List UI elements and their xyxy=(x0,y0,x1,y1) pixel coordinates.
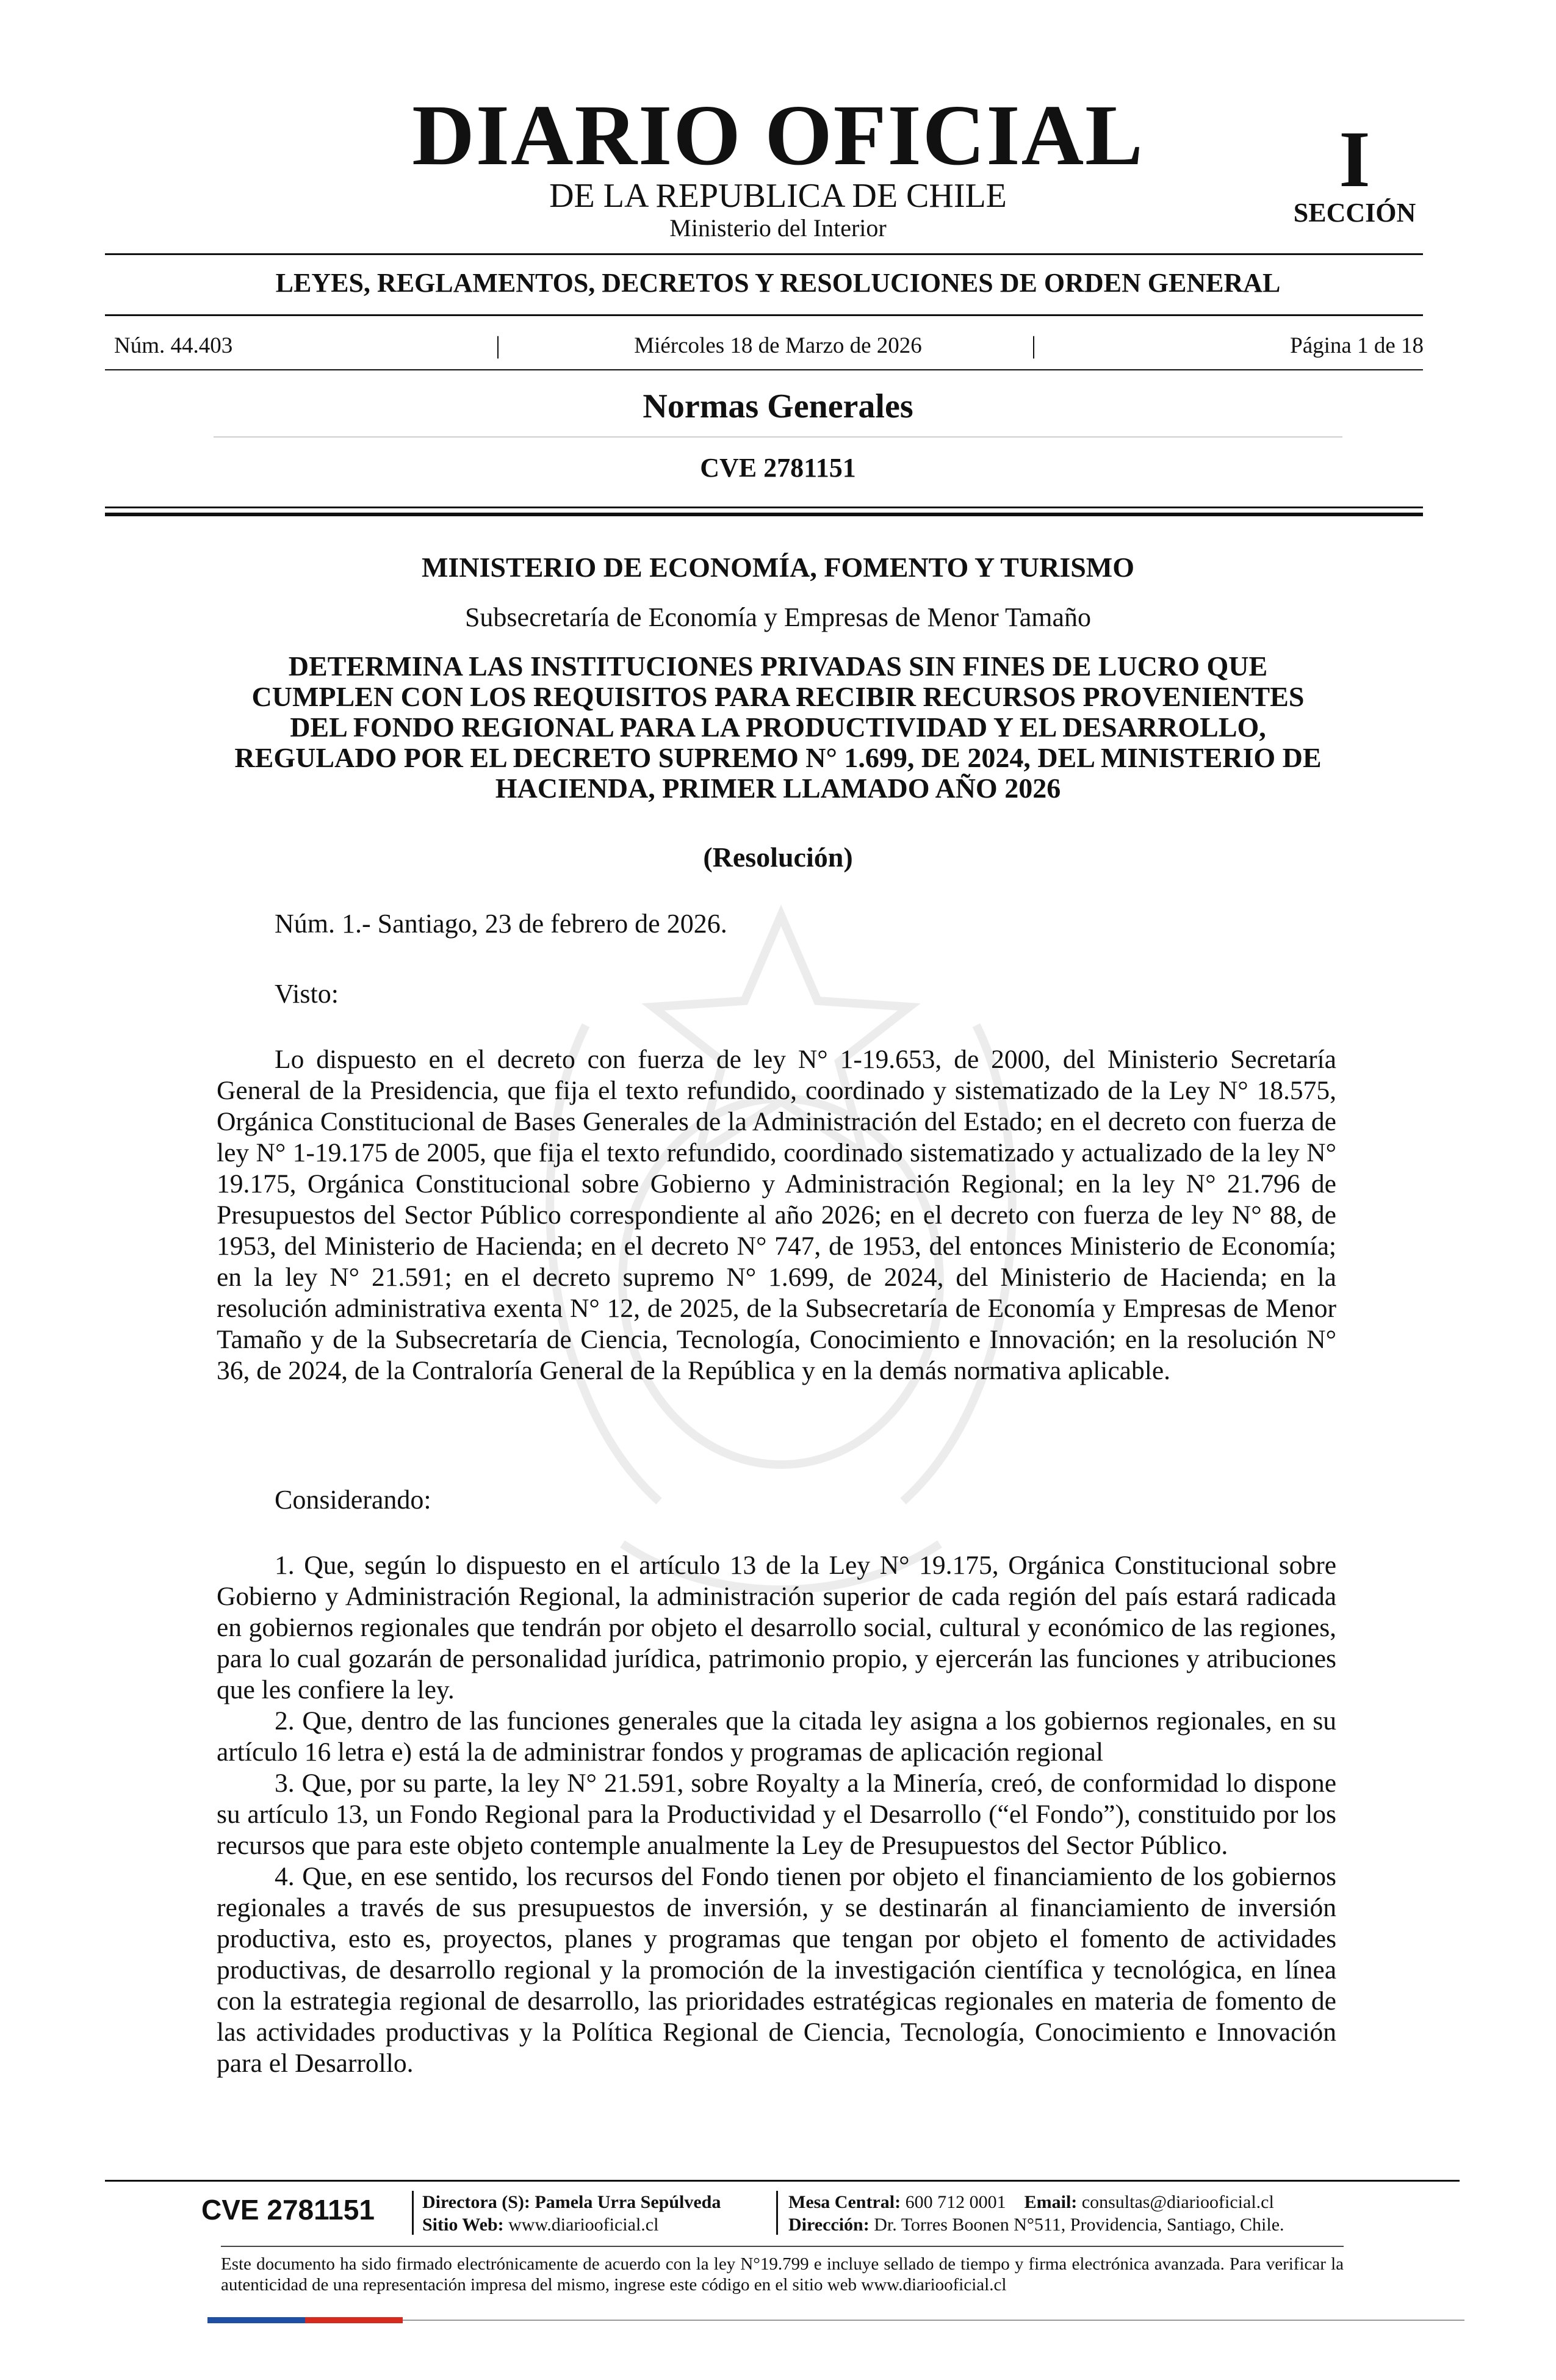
considerando-item: 4. Que, en ese sentido, los recursos del Fondo tienen por objeto el financiamiento de los gobiernos regionales a través de sus presupuestos de inversión, y se destinarán al financiamiento de inversión productiva, esto es, proyectos, planes y programas que tengan por objeto el fomento de actividades productivas, de desarrollo regional y la promoción de la investigación científica y tecnológica, en línea con la estrategia regional de desarrollo, las prioridades estratégicas regionales en materia de fomento de las actividades productivas y la Política Regional de Ciencia, Tecnología, Conocimiento e Innovación para el Desarrollo. xyxy=(217,1862,1336,2078)
page-indicator: Página 1 de 18 xyxy=(1290,333,1424,358)
info-rule xyxy=(105,369,1423,370)
newspaper-ministry: Ministerio del Interior xyxy=(669,214,887,242)
cve-code: CVE 2781151 xyxy=(700,453,856,483)
issue-separator: | xyxy=(495,331,501,359)
issue-date: Miércoles 18 de Marzo de 2026 xyxy=(634,333,922,358)
title-line: HACIENDA, PRIMER LLAMADO AÑO 2026 xyxy=(495,773,1061,804)
category-heading: LEYES, REGLAMENTOS, DECRETOS Y RESOLUCIONES DE ORDEN GENERAL xyxy=(275,268,1281,298)
issue-separator: | xyxy=(1031,331,1037,359)
section-underline xyxy=(214,436,1342,438)
email-label: Email: xyxy=(1024,2192,1078,2212)
considerandos-list xyxy=(217,1550,1336,2079)
title-line: DEL FONDO REGIONAL PARA LA PRODUCTIVIDAD Y EL DESARROLLO, xyxy=(290,712,1266,743)
footer-contact-block xyxy=(788,2191,1405,2236)
email-link[interactable]: consultas@diariooficial.cl xyxy=(1081,2192,1274,2212)
masthead-rule xyxy=(105,253,1423,255)
flag-bar-blue xyxy=(207,2317,305,2323)
section-label: SECCIÓN xyxy=(1293,198,1416,228)
director-name: Pamela Urra Sepúlveda xyxy=(535,2192,721,2212)
considerando-item: 3. Que, por su parte, la ley N° 21.591, sobre Royalty a la Minería, creó, de conformidad lo dispone su artículo 13, un Fondo Regional para la Productividad y el Desarrollo (“el Fondo”), constituido por los recursos que para este objeto contemple anualmente la Ley de Presupuestos del Sector Público. xyxy=(217,1769,1336,1860)
section-number: I xyxy=(1339,114,1371,204)
flag-bar-red xyxy=(305,2317,403,2323)
document-type: (Resolución) xyxy=(703,842,853,873)
considerando-item: 2. Que, dentro de las funciones generales que la citada ley asigna a los gobiernos regionales, en su artículo 16 letra e) está la de administrar fondos y programas de aplicación regional xyxy=(217,1706,1336,1767)
footer-cve-code: CVE 2781151 xyxy=(201,2194,375,2226)
document-title xyxy=(207,651,1349,804)
footer-rule xyxy=(105,2180,1460,2182)
title-line: CUMPLEN CON LOS REQUISITOS PARA RECIBIR RECURSOS PROVENIENTES xyxy=(251,681,1305,712)
header-double-rule-thick xyxy=(105,513,1423,516)
considerando-label: Considerando: xyxy=(275,1485,431,1515)
visto-text: Lo dispuesto en el decreto con fuerza de ley N° 1-19.653, de 2000, del Ministerio Secretaría General de la Presidencia, que fija el texto refundido, coordinado y sistematizado de la Ley N° 18.575, Orgánica Constitucional de Bases Generales de la Administración del Estado; en el decreto con fuerza de ley N° 1-19.175 de 2005, que fija el texto refundido, coordinado sistematizado y actualizado de la ley N° 19.175, Orgánica Constitucional sobre Gobierno y Administración Regional; en la ley N° 21.796 de Presupuestos del Sector Público correspondiente al año 2026; en el decreto con fuerza de ley N° 88, de 1953, del Ministerio de Hacienda; en el decreto N° 747, de 1953, del entonces Ministerio de Economía; en la ley N° 21.591; en el decreto supremo N° 1.699, de 2024, del Ministerio de Hacienda; en la resolución administrativa exenta N° 12, de 2025, de la Subsecretaría de Economía y Empresas de Menor Tamaño y de la Subsecretaría de Ciencia, Tecnología, Conocimiento e Innovación; en la resolución N° 36, de 2024, de la Contraloría General de la República y en la demás normativa aplicable. xyxy=(217,1045,1336,1385)
phone-label: Mesa Central: xyxy=(788,2192,901,2212)
phone-number: 600 712 0001 xyxy=(905,2192,1006,2212)
section-heading: Normas Generales xyxy=(643,388,913,425)
footer-thin-rule xyxy=(221,2246,1344,2247)
footer-divider xyxy=(776,2191,778,2235)
document-ministry: MINISTERIO DE ECONOMÍA, FOMENTO Y TURISMO xyxy=(421,552,1134,583)
address-label: Dirección: xyxy=(788,2215,870,2235)
visto-paragraph xyxy=(217,1044,1336,1387)
considerando-item: 1. Que, según lo dispuesto en el artículo 13 de la Ley N° 19.175, Orgánica Constitucional sobre Gobierno y Administración Regional, la administración superior de cada región del país estará radicada en gobiernos regionales que tendrán por objeto el desarrollo social, cultural y económico de las regiones, para lo cual gozarán de personalidad jurídica, patrimonio propio, y ejercerán las funciones y atribuciones que les confiere la ley. xyxy=(217,1551,1336,1704)
website-label: Sitio Web: xyxy=(422,2215,504,2235)
header-double-rule xyxy=(105,507,1423,508)
footer-director-block xyxy=(422,2191,764,2236)
issue-number: Núm. 44.403 xyxy=(114,333,233,358)
footer-divider xyxy=(412,2191,414,2235)
visto-label: Visto: xyxy=(275,979,339,1009)
newspaper-title: DIARIO OFICIAL xyxy=(412,87,1144,183)
website-link[interactable]: www.diariooficial.cl xyxy=(508,2215,659,2235)
title-line: REGULADO POR EL DECRETO SUPREMO N° 1.699, DE 2024, DEL MINISTERIO DE xyxy=(234,742,1322,773)
newspaper-subtitle: DE LA REPUBLICA DE CHILE xyxy=(549,177,1007,215)
director-label: Directora (S): xyxy=(422,2192,530,2212)
resolution-number-line: Núm. 1.- Santiago, 23 de febrero de 2026. xyxy=(275,909,727,939)
footer-disclaimer: Este documento ha sido firmado electrónicamente de acuerdo con la ley N°19.799 e incluye sellado de tiempo y firma electrónica avanzada. Para verificar la autenticidad de una representación impresa del mismo, ingrese este código en el sitio web www.diariooficial.cl xyxy=(221,2254,1344,2295)
title-line: DETERMINA LAS INSTITUCIONES PRIVADAS SIN FINES DE LUCRO QUE xyxy=(288,651,1268,682)
document-subsecretariat: Subsecretaría de Economía y Empresas de Menor Tamaño xyxy=(464,602,1092,632)
address-text: Dr. Torres Boonen N°511, Providencia, Santiago, Chile. xyxy=(874,2215,1284,2235)
footer-bottom-rule xyxy=(403,2320,1464,2321)
category-rule xyxy=(105,314,1423,316)
